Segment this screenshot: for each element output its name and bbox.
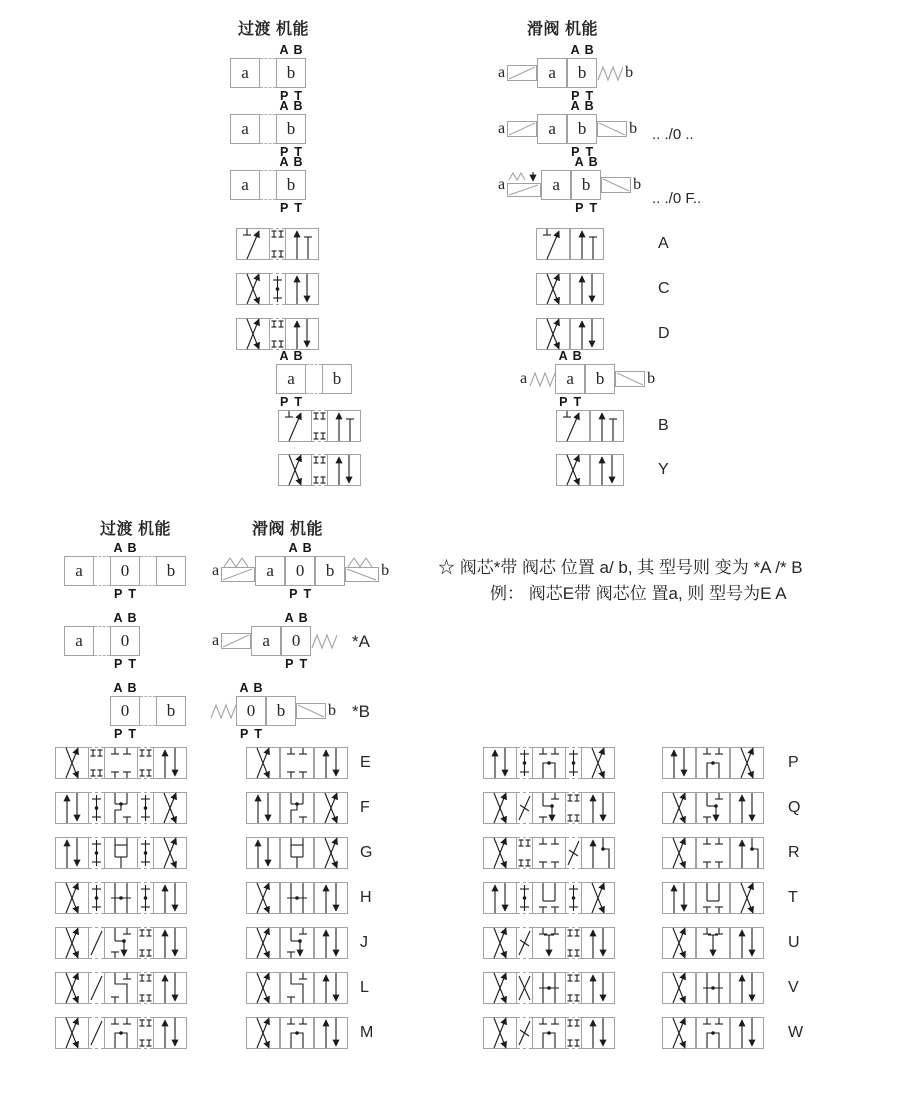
port-labels-top: [282, 611, 310, 625]
spring-symbol: [311, 626, 337, 656]
transition-symbol-U: [483, 927, 615, 959]
position-box-b: [276, 155, 306, 215]
actuator-label-a: a: [520, 370, 528, 387]
position-letter: b: [581, 175, 591, 194]
port-label-A: A: [239, 681, 249, 695]
port-label-A: A: [574, 155, 584, 169]
position-box-a: [541, 170, 571, 200]
position-letter: a: [552, 175, 560, 194]
spool-letter-symbol-*B: [210, 681, 338, 741]
spring-symbol: [529, 364, 555, 394]
transition-symbol-H: [55, 882, 187, 914]
port-label-B: B: [293, 155, 303, 169]
actuator-label-a: a: [212, 562, 220, 579]
position-letter: 0: [120, 701, 130, 720]
transition-gap: [260, 114, 276, 144]
port-labels-top: [286, 541, 314, 555]
position-box-a: [276, 349, 306, 409]
position-letter: a: [262, 631, 270, 650]
spool-code-Y: Y: [658, 461, 669, 478]
port-label-T: T: [299, 657, 308, 671]
port-label-B: B: [298, 611, 308, 625]
spool-code-U: U: [788, 934, 800, 951]
port-label-A: A: [113, 681, 123, 695]
port-label-P: P: [571, 145, 580, 159]
type-code-note-row3: .. ./0 F..: [652, 190, 702, 207]
transition-gap: [260, 170, 276, 200]
port-labels-bottom: [277, 201, 305, 215]
port-label-P: P: [280, 145, 289, 159]
transition-letter-symbol-*B: [110, 681, 186, 741]
solenoid-detent-symbol: [507, 170, 541, 200]
transition-symbol-V: [483, 972, 615, 1004]
actuator-label-a: a: [212, 632, 220, 649]
position-letter: b: [286, 175, 296, 194]
port-label-T: T: [128, 657, 136, 671]
actuator-label-b: b: [328, 702, 336, 719]
position-box-b: [266, 696, 296, 726]
position-box-a: [537, 58, 567, 88]
actuator-label-a: a: [498, 120, 506, 137]
spool-code-D: D: [658, 325, 670, 342]
port-label-B: B: [293, 99, 303, 113]
position-box-0: [285, 541, 315, 601]
position-letter: b: [166, 701, 176, 720]
port-label-A: A: [570, 43, 580, 57]
transition-gap: [306, 364, 322, 394]
spool-symbol-C: [536, 273, 604, 305]
position-letter: 0: [295, 561, 305, 580]
transition-symbol-M: [55, 1017, 187, 1049]
spring-symbol: [597, 58, 623, 88]
solenoid-symbol: [507, 58, 537, 88]
port-label-B: B: [253, 681, 263, 695]
spool-letter-symbol-row1: [496, 43, 635, 103]
transition-letter-symbol-center: [64, 541, 186, 601]
port-label-A: A: [113, 541, 123, 555]
spool-code-E: E: [360, 754, 371, 771]
position-box-0: [110, 681, 140, 741]
port-labels-bottom: [572, 201, 600, 215]
actuator-label-b: b: [625, 64, 634, 81]
port-labels-top: [277, 349, 305, 363]
position-letter: 0: [120, 561, 130, 580]
solenoid-symbol: [597, 114, 627, 144]
position-letter: a: [241, 119, 249, 138]
position-letter: b: [577, 119, 587, 138]
position-letter: b: [332, 369, 342, 388]
port-label-B: B: [293, 349, 303, 363]
transition-symbol-L: [55, 972, 187, 1004]
port-labels-top: [572, 155, 600, 169]
position-box-0: [110, 611, 140, 671]
spool-code-Q: Q: [788, 799, 801, 816]
transition-gap: [140, 696, 156, 726]
transition-symbol-E: [55, 747, 187, 779]
spool-symbol-J: [246, 927, 348, 959]
position-box-a: [64, 556, 94, 586]
transition-symbol-W: [483, 1017, 615, 1049]
port-label-T: T: [294, 89, 302, 103]
spool-symbol-L: [246, 972, 348, 1004]
port-label-A: A: [558, 349, 568, 363]
position-letter: b: [166, 561, 176, 580]
position-box-b: [276, 99, 306, 159]
spool-code-J: J: [360, 934, 368, 951]
transition-gap: [94, 626, 110, 656]
port-labels-top: [556, 349, 584, 363]
port-label-B: B: [584, 99, 594, 113]
port-labels-top: [277, 43, 305, 57]
position-box-a: [555, 349, 585, 409]
spool-symbol-Y: [556, 454, 624, 486]
port-label-P: P: [114, 657, 123, 671]
position-box-b: [315, 556, 345, 586]
solenoid-symbol: [601, 170, 631, 200]
port-label-B: B: [572, 349, 582, 363]
port-labels-bottom: [237, 727, 265, 741]
actuator-label-b: b: [381, 562, 390, 579]
solenoid-symbol: [221, 626, 251, 656]
port-label-T: T: [128, 727, 136, 741]
port-labels-top: [111, 611, 139, 625]
port-label-P: P: [575, 201, 584, 215]
position-box-b: [156, 696, 186, 726]
position-letter: 0: [246, 701, 256, 720]
position-letter: 0: [291, 631, 301, 650]
transition-symbol-D: [236, 318, 319, 350]
port-label-B: B: [127, 611, 137, 625]
port-label-T: T: [573, 395, 582, 409]
transition-symbol-F: [55, 792, 187, 824]
position-box-a: [255, 556, 285, 586]
position-letter: a: [566, 369, 574, 388]
port-label-A: A: [279, 99, 289, 113]
spool-code-T: T: [788, 889, 798, 906]
spool-code-G: G: [360, 844, 373, 861]
transition-gap: [94, 556, 110, 586]
port-labels-bottom: [286, 587, 314, 601]
transition-symbol-J: [55, 927, 187, 959]
position-letter: b: [577, 63, 587, 82]
port-label-B: B: [127, 681, 137, 695]
transition-letter-symbol-mid: [276, 349, 352, 409]
spool-code-*B: *B: [352, 702, 370, 721]
port-labels-top: [568, 99, 596, 113]
position-box-a: [230, 170, 260, 200]
bottom-transition-function-header: 过渡 机能: [100, 521, 171, 538]
spool-letter-symbol-mid: [518, 349, 657, 409]
port-labels-bottom: [282, 657, 310, 671]
solenoid-symbol: [296, 696, 326, 726]
port-label-T: T: [585, 145, 594, 159]
spool-symbol-W: [662, 1017, 764, 1049]
position-box-0: [110, 541, 140, 601]
spool-symbol-R: [662, 837, 764, 869]
position-letter: a: [241, 175, 249, 194]
spring-symbol: [210, 696, 236, 726]
spool-symbol-V: [662, 972, 764, 1004]
spool-symbol-A: [536, 228, 604, 260]
solenoid-symbol: [507, 114, 537, 144]
port-labels-bottom: [111, 657, 139, 671]
transition-gap: [260, 58, 276, 88]
position-letter: b: [286, 119, 296, 138]
spool-symbol-D: [536, 318, 604, 350]
spool-code-F: F: [360, 799, 370, 816]
spool-code-B: B: [658, 417, 669, 434]
position-box-a: [230, 114, 260, 144]
spool-symbol-B: [556, 410, 624, 442]
port-label-T: T: [585, 89, 594, 103]
transition-symbol-G: [55, 837, 187, 869]
position-box-b: [585, 364, 615, 394]
port-label-B: B: [293, 43, 303, 57]
port-label-P: P: [240, 727, 249, 741]
position-letter: a: [75, 631, 83, 650]
port-label-B: B: [588, 155, 598, 169]
spool-symbol-P: [662, 747, 764, 779]
position-letter: b: [276, 701, 286, 720]
port-label-T: T: [254, 727, 262, 741]
position-letter: a: [266, 561, 274, 580]
port-labels-bottom: [111, 727, 139, 741]
port-label-A: A: [284, 611, 294, 625]
spool-code-V: V: [788, 979, 799, 996]
position-letter: a: [287, 369, 295, 388]
spool-note-line1: ☆ 阀芯*带 阀芯 位置 a/ b, 其 型号则 变为 *A /* B: [438, 558, 803, 577]
transition-letter-symbol-row1: [230, 43, 306, 103]
actuator-label-b: b: [633, 176, 642, 193]
spool-letter-symbol-*A: [210, 611, 337, 671]
transition-symbol-A: [236, 228, 319, 260]
spool-symbol-M: [246, 1017, 348, 1049]
port-label-P: P: [280, 89, 289, 103]
port-labels-bottom: [556, 395, 584, 409]
actuator-label-b: b: [629, 120, 638, 137]
port-labels-top: [111, 681, 139, 695]
port-labels-top: [568, 43, 596, 57]
top-spool-function-header: 滑阀 机能: [527, 21, 598, 38]
transition-symbol-R: [483, 837, 615, 869]
port-label-T: T: [303, 587, 312, 601]
position-box-b: [276, 43, 306, 103]
spool-symbol-Q: [662, 792, 764, 824]
position-box-a: [64, 626, 94, 656]
position-box-b: [156, 556, 186, 586]
spool-symbol-U: [662, 927, 764, 959]
port-labels-top: [277, 155, 305, 169]
port-label-P: P: [114, 727, 123, 741]
spool-letter-symbol-row2: [496, 99, 639, 159]
port-label-T: T: [294, 201, 302, 215]
port-label-A: A: [279, 155, 289, 169]
position-box-a: [251, 626, 281, 656]
port-label-A: A: [570, 99, 580, 113]
port-labels-bottom: [277, 395, 305, 409]
solenoid-symbol: [615, 364, 645, 394]
transition-gap: [140, 556, 156, 586]
position-letter: a: [241, 63, 249, 82]
spool-code-C: C: [658, 280, 670, 297]
position-box-b: [567, 99, 597, 159]
spool-symbol-F: [246, 792, 348, 824]
position-box-a: [537, 114, 567, 144]
position-box-b: [322, 364, 352, 394]
spool-letter-symbol-row3: [496, 155, 643, 215]
transition-symbol-P: [483, 747, 615, 779]
port-label-P: P: [559, 395, 568, 409]
actuator-label-a: a: [498, 176, 506, 193]
port-label-P: P: [114, 587, 123, 601]
position-box-0: [236, 681, 266, 741]
port-labels-top: [111, 541, 139, 555]
port-label-B: B: [127, 541, 137, 555]
transition-symbol-Y: [278, 454, 361, 486]
port-label-A: A: [288, 541, 298, 555]
spool-code-L: L: [360, 979, 369, 996]
port-label-A: A: [279, 43, 289, 57]
port-labels-top: [237, 681, 265, 695]
position-letter: a: [75, 561, 83, 580]
port-label-T: T: [128, 587, 136, 601]
spool-symbol-T: [662, 882, 764, 914]
transition-symbol-Q: [483, 792, 615, 824]
bottom-spool-function-header: 滑阀 机能: [252, 521, 323, 538]
position-letter: b: [595, 369, 605, 388]
port-label-P: P: [289, 587, 298, 601]
actuator-label-a: a: [498, 64, 506, 81]
spool-code-H: H: [360, 889, 372, 906]
transition-symbol-B: [278, 410, 361, 442]
port-label-T: T: [294, 145, 302, 159]
position-box-b: [571, 155, 601, 215]
position-letter: a: [548, 119, 556, 138]
position-letter: 0: [120, 631, 130, 650]
transition-letter-symbol-row3: [230, 155, 306, 215]
type-code-note-row2: .. ./0 ..: [652, 126, 694, 143]
position-box-0: [281, 611, 311, 671]
port-label-B: B: [584, 43, 594, 57]
port-label-A: A: [113, 611, 123, 625]
spring-solenoid-symbol: [345, 556, 379, 586]
spool-code-R: R: [788, 844, 800, 861]
top-transition-function-header: 过渡 机能: [238, 21, 309, 38]
port-label-P: P: [571, 89, 580, 103]
transition-letter-symbol-*A: [64, 611, 140, 671]
port-labels-top: [277, 99, 305, 113]
spool-symbol-G: [246, 837, 348, 869]
spool-code-P: P: [788, 754, 799, 771]
position-letter: b: [286, 63, 296, 82]
port-label-P: P: [285, 657, 294, 671]
spool-code-W: W: [788, 1024, 804, 1041]
position-box-a: [230, 58, 260, 88]
spool-code-M: M: [360, 1024, 374, 1041]
port-label-P: P: [280, 201, 289, 215]
transition-symbol-C: [236, 273, 319, 305]
spool-symbol-H: [246, 882, 348, 914]
port-labels-bottom: [111, 587, 139, 601]
port-label-T: T: [294, 395, 302, 409]
position-box-b: [567, 43, 597, 103]
position-letter: b: [325, 561, 335, 580]
spool-symbol-E: [246, 747, 348, 779]
position-letter: a: [548, 63, 556, 82]
spool-note-line2: 例： 阀芯E带 阀芯位 置a, 则 型号为E A: [490, 584, 787, 603]
port-label-B: B: [302, 541, 312, 555]
actuator-label-b: b: [647, 370, 656, 387]
spool-letter-symbol-center: [210, 541, 391, 601]
port-label-P: P: [280, 395, 289, 409]
port-label-T: T: [589, 201, 598, 215]
transition-letter-symbol-row2: [230, 99, 306, 159]
spool-code-*A: *A: [352, 632, 370, 651]
spool-code-A: A: [658, 235, 669, 252]
spring-solenoid-symbol: [221, 556, 255, 586]
port-label-A: A: [279, 349, 289, 363]
transition-symbol-T: [483, 882, 615, 914]
